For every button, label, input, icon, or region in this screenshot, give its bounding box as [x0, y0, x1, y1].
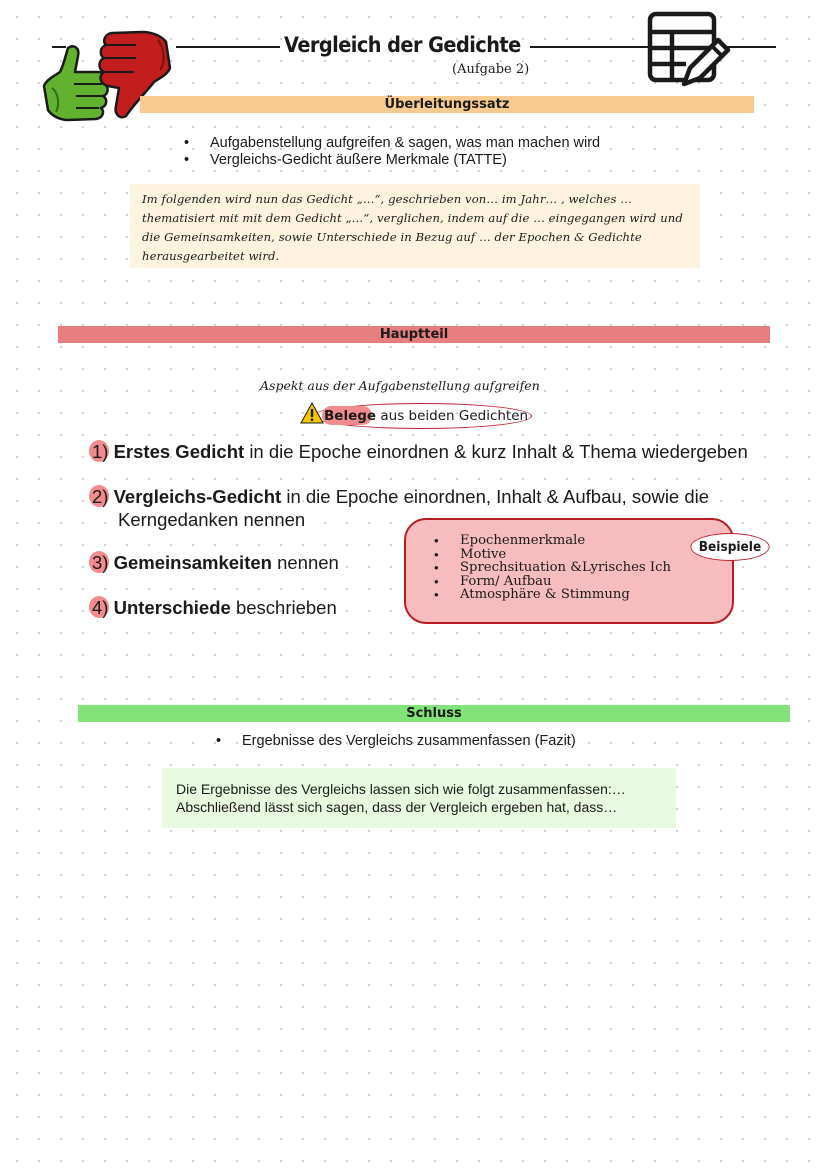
edit-table-icon: [646, 10, 732, 94]
intro-example-text: Im folgenden wird nun das Gedicht „…“, geschrieben von… im Jahr… , welches … thematisiert mit mit dem Gedicht „…“, verglichen, indem auf die … eingegangen wird und die Gemeinsamkeiten, sowie Unterschiede in Bezug auf … der Epochen & Gedichte herausgearbeitet wird.: [142, 192, 683, 263]
page-subtitle: (Aufgabe 2): [452, 62, 530, 77]
aspect-text: Aspekt aus der Aufgabenstellung aufgreifen: [260, 378, 540, 393]
section-band-main: Hauptteil: [58, 326, 770, 343]
step-number: 4): [92, 597, 109, 618]
step-1: [92, 440, 748, 463]
intro-bullet-list: [184, 135, 600, 169]
beispiele-list: [430, 534, 671, 602]
title-rule-left: [176, 46, 280, 48]
step-4: [92, 596, 337, 619]
intro-example-note: [130, 184, 700, 268]
conclusion-bullet-list: [216, 733, 576, 750]
step-text: in die Epoche einordnen & kurz Inhalt & Thema wiedergeben: [249, 441, 748, 462]
section-band-intro: Überleitungssatz: [140, 96, 754, 113]
step-2: [92, 485, 709, 508]
step-number: 1): [92, 441, 109, 462]
title-rule-right: [530, 46, 648, 48]
list-item: • Atmosphäre & Stimmung: [430, 588, 671, 602]
list-item: • Vergleichs-Gedicht äußere Merkmale (TATTE): [184, 152, 600, 169]
warning-icon: [300, 402, 324, 424]
list-item: • Motive: [430, 548, 671, 562]
step-text: nennen: [277, 552, 339, 573]
step-text: in die Epoche einordnen, Inhalt & Aufbau, sowie die: [286, 486, 710, 507]
step-bold: Vergleichs-Gedicht: [113, 486, 282, 507]
conclusion-example-text: Die Ergebnisse des Vergleichs lassen sich wie folgt zusammenfassen:… Abschließend lässt sich sagen, dass der Vergleich ergeben hat, dass…: [176, 781, 626, 815]
title-rule-right-short: [726, 46, 776, 48]
list-item: • Ergebnisse des Vergleichs zusammenfassen (Fazit): [216, 733, 576, 750]
list-item: • Sprechsituation &Lyrisches Ich: [430, 561, 671, 575]
beispiele-badge: Beispiele: [690, 533, 769, 561]
step-number: 2): [92, 486, 109, 507]
step-2-continued: Kerngedanken nennen: [118, 509, 306, 530]
beispiele-box: [404, 518, 734, 624]
list-item: • Epochenmerkmale: [430, 534, 671, 548]
conclusion-example-note: [162, 768, 676, 828]
step-number: 3): [92, 552, 109, 573]
step-3: [92, 551, 339, 574]
page-title: Vergleich der Gedichte: [284, 33, 521, 57]
step-bold: Erstes Gedicht: [113, 441, 245, 462]
list-item: • Form/ Aufbau: [430, 575, 671, 589]
step-bold: Unterschiede: [113, 597, 231, 618]
step-text: beschrieben: [235, 597, 337, 618]
section-band-conclusion: Schluss: [78, 705, 790, 722]
belege-text: Belege aus beiden Gedichten: [324, 408, 529, 424]
step-bold: Gemeinsamkeiten: [113, 552, 272, 573]
list-item: • Aufgabenstellung aufgreifen & sagen, was man machen wird: [184, 135, 600, 152]
belege-callout: [300, 402, 532, 430]
